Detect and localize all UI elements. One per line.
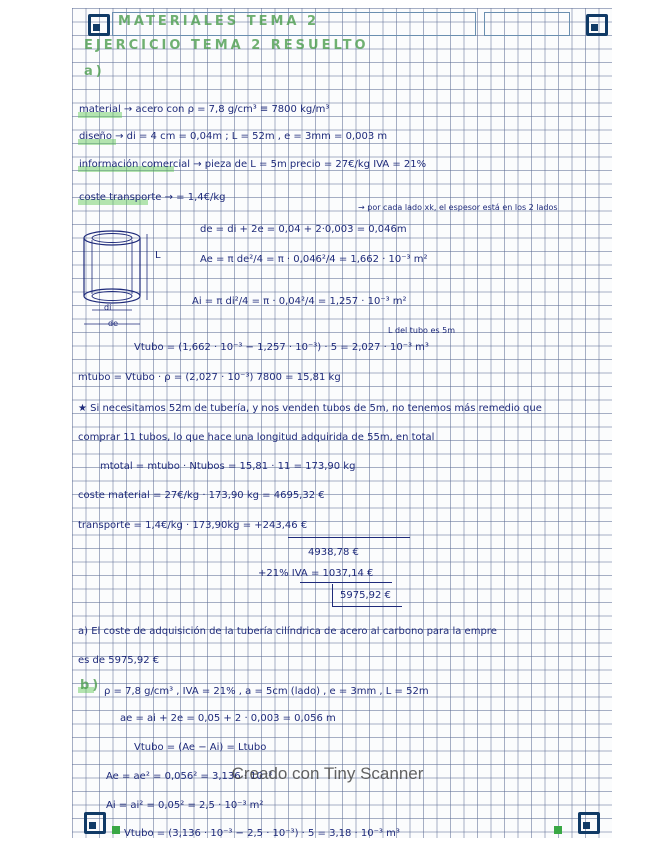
sum-line-1 (288, 537, 410, 538)
part-b-ae: ae = ai + 2e = 0,05 + 2 · 0,003 = 0,056 m (120, 713, 336, 724)
line-material: material → acero con ρ = 7,8 g/cm³ ≡ 7800 kg/m³ (79, 104, 330, 115)
equation-masa-total: mtotal = mtubo · Ntubos = 15,81 · 11 = 173,90 kg (100, 461, 356, 472)
line-diseno: diseño → di = 4 cm = 0,04m ; L = 52m , e = 3mm = 0,003 m (79, 131, 388, 142)
iva-amount: +21% IVA = 1037,14 € (258, 568, 374, 579)
part-b-volumen-result: Vtubo = (3,136 · 10⁻³ − 2,5 · 10⁻³) · 5 = 3,18 · 10⁻³ m³ (124, 828, 400, 839)
part-b-data: ρ = 7,8 g/cm³ , IVA = 21% , a = 5cm (lado) , e = 3mm , L = 52m (104, 686, 429, 697)
line-informacion: información comercial → pieza de L = 5m precio = 27€/kg IVA = 21% (79, 159, 427, 170)
equation-volumen: Vtubo = (1,662 · 10⁻³ − 1,257 · 10⁻³) · 5 = 2,027 · 10⁻³ m³ (134, 342, 429, 353)
header-title: MATERIALES TEMA 2 (118, 14, 320, 29)
part-b-area-interior: Ai = ai² = 0,05² = 2,5 · 10⁻³ m² (106, 800, 264, 811)
result-a-line-1: a) El coste de adquisición de la tubería cilíndrica de acero al carbono para la empre (78, 626, 497, 637)
result-a-line-2: es de 5975,92 € (78, 655, 160, 666)
corner-marker-top-left (88, 14, 110, 36)
green-marker-right (554, 826, 562, 834)
corner-marker-bottom-right (578, 812, 600, 834)
diagram-label-de: de (108, 319, 118, 328)
diagram-label-di: di (104, 303, 112, 312)
equation-ai: Ai = π di²/4 = π · 0,04²/4 = 1,257 · 10⁻³ m² (192, 296, 407, 307)
corner-marker-bottom-left (84, 812, 106, 834)
equation-masa: mtubo = Vtubo · ρ = (2,027 · 10⁻³) 7800 = 15,81 kg (78, 372, 341, 383)
section-label: a) (84, 64, 105, 79)
part-b-area-exterior: Ae = ae² = 0,056² = 3,136 · 10⁻³ (106, 771, 273, 782)
diagram-label-l: L (155, 250, 161, 261)
line-transporte: coste transporte → = 1,4€/kg (79, 192, 226, 203)
note-espesor: → por cada lado xk, el espesor está en los 2 lados (358, 203, 558, 212)
header-date-box (484, 12, 570, 36)
paragraph-line-2: comprar 11 tubos, lo que hace una longitud adquirida de 55m, en total (78, 432, 435, 443)
equation-de: de = di + 2e = 0,04 + 2·0,003 = 0,046m (200, 224, 407, 235)
equation-transporte: transporte = 1,4€/kg · 173,90kg = +243,46 € (78, 520, 308, 531)
equation-ae: Ae = π de²/4 = π · 0,046²/4 = 1,662 · 10⁻³ m² (200, 254, 428, 265)
total-box-bottom (332, 606, 402, 607)
subtotal: 4938,78 € (308, 547, 359, 558)
total-box-left (332, 584, 333, 606)
corner-marker-top-right (586, 14, 608, 36)
exercise-title: EJERCICIO TEMA 2 RESUELTO (84, 38, 369, 53)
green-marker-left (112, 826, 120, 834)
sum-line-2 (300, 582, 392, 583)
part-b-heading: b) (80, 678, 102, 693)
total-amount: 5975,92 € (340, 590, 391, 601)
part-b-volumen: Vtubo = (Ae − Ai) = Ltubo (134, 742, 267, 753)
scanner-watermark: Creado con Tiny Scanner (231, 764, 424, 783)
note-longitud-tubo: L del tubo es 5m (388, 326, 456, 335)
paragraph-line-1: ★ Si necesitamos 52m de tubería, y nos venden tubos de 5m, no tenemos más remedio que (78, 403, 542, 414)
equation-coste-material: coste material = 27€/kg · 173,90 kg = 4695,32 € (78, 490, 325, 501)
